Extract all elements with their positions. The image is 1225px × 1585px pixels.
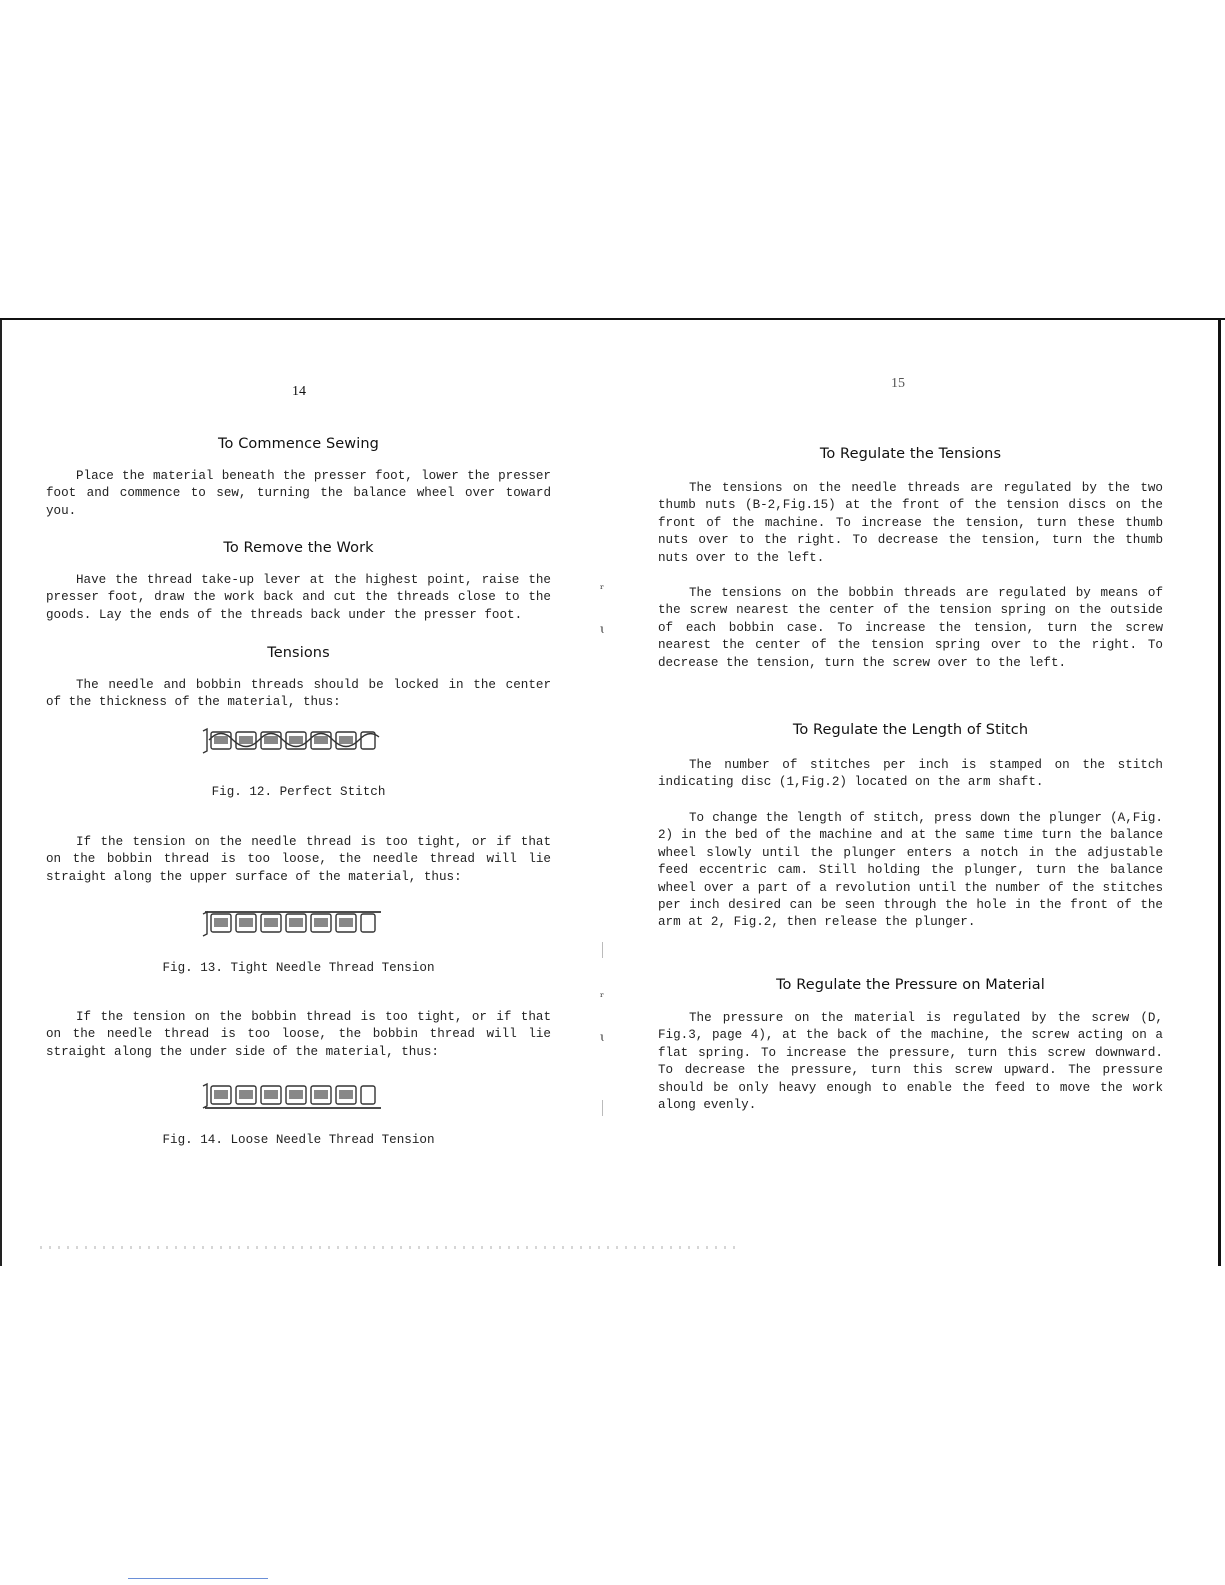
tight-tension-diagram [201, 906, 387, 940]
caption-fig-14: Fig. 14. Loose Needle Thread Tension [162, 1133, 435, 1147]
gutter-dot [602, 1100, 603, 1116]
spread-right-border [1218, 320, 1221, 1266]
gutter-mark: ɩ [600, 622, 605, 636]
paragraph-stitch-indicator: The number of stitches per inch is stamped on the stitch indicating disc (1,Fig.2) located on the arm shaft. [658, 758, 1163, 790]
caption-fig-13: Fig. 13. Tight Needle Thread Tension [162, 961, 435, 975]
paragraph-change-stitch-length: To change the length of stitch, press down the plunger (A,Fig. 2) in the bed of the machine and at the same time turn the balance wheel slowly until the plunger enters a notch in the adjustable feed eccentric cam. Still holding the plunger, turn the balance wheel over a part of a revolution until the number of the stitches per inch desired can be seen through the hole in the front of the arm at 2, Fig.2, then release the plunger. [658, 811, 1163, 930]
heading-commence-sewing: To Commence Sewing [218, 436, 379, 452]
caption-fig-12: Fig. 12. Perfect Stitch [211, 785, 386, 799]
gutter-mark: ɩ [600, 1030, 605, 1044]
heading-regulate-tensions: To Regulate the Tensions [819, 446, 1002, 462]
gutter-dot [602, 942, 603, 958]
heading-regulate-pressure: To Regulate the Pressure on Material [776, 977, 1045, 993]
book-spread [0, 318, 1225, 1258]
scan-line [128, 1578, 268, 1579]
gutter-mark: ʳ [600, 582, 605, 596]
paragraph-commence-sewing: Place the material beneath the presser foot, lower the presser foot and commence to sew, turning the balance wheel over toward you. [46, 469, 551, 518]
paragraph-loose-tension: If the tension on the bobbin thread is too tight, or if that on the needle thread is too loose, the bobbin thread will lie straight along the under side of the material, thus: [46, 1010, 551, 1059]
heading-regulate-stitch-length: To Regulate the Length of Stitch [792, 722, 1029, 738]
paragraph-bobbin-tension: The tensions on the bobbin threads are regulated by means of the screw nearest the center of the tension spring on the outside of each bobbin case. To increase the tension, turn the screw nearest the center of the tension spring over to the right. To decrease the tension, turn the screw over to the left. [658, 586, 1163, 670]
paragraph-pressure: The pressure on the material is regulated by the screw (D, Fig.3, page 4), at the back of the machine, the screw acting on a flat spring. To increase the pressure, turn this screw downward. To decrease the pressure, turn this screw upward. The pressure should be only heavy enough to enable the feed to move the work along evenly. [658, 1011, 1163, 1113]
spread-left-border [0, 320, 2, 1266]
page-number-right: 15 [891, 376, 905, 391]
paragraph-needle-tension: The tensions on the needle threads are regulated by the two thumb nuts (B-2,Fig.15) at the front of the tension discs on the front of the machine. To increase the tension, turn these thumb nuts over to the right. To decrease the tension, turn the thumb nuts over to the left. [658, 481, 1163, 565]
gutter-mark: ʳ [600, 990, 605, 1004]
loose-tension-diagram [201, 1080, 387, 1114]
heading-tensions: Tensions [267, 645, 330, 661]
paragraph-tight-tension: If the tension on the needle thread is too tight, or if that on the bobbin thread is too loose, the needle thread will lie straight along the upper surface of the material, thus: [46, 835, 551, 884]
page-number-left: 14 [292, 384, 306, 399]
heading-remove-work: To Remove the Work [223, 540, 374, 556]
perfect-stitch-diagram [201, 725, 387, 759]
paragraph-remove-work: Have the thread take-up lever at the highest point, raise the presser foot, draw the work back and cut the threads close to the goods. Lay the ends of the threads back under the presser foot. [46, 573, 551, 622]
paragraph-tensions-intro: The needle and bobbin threads should be locked in the center of the thickness of the material, thus: [46, 678, 551, 710]
scan-noise [40, 1246, 740, 1249]
